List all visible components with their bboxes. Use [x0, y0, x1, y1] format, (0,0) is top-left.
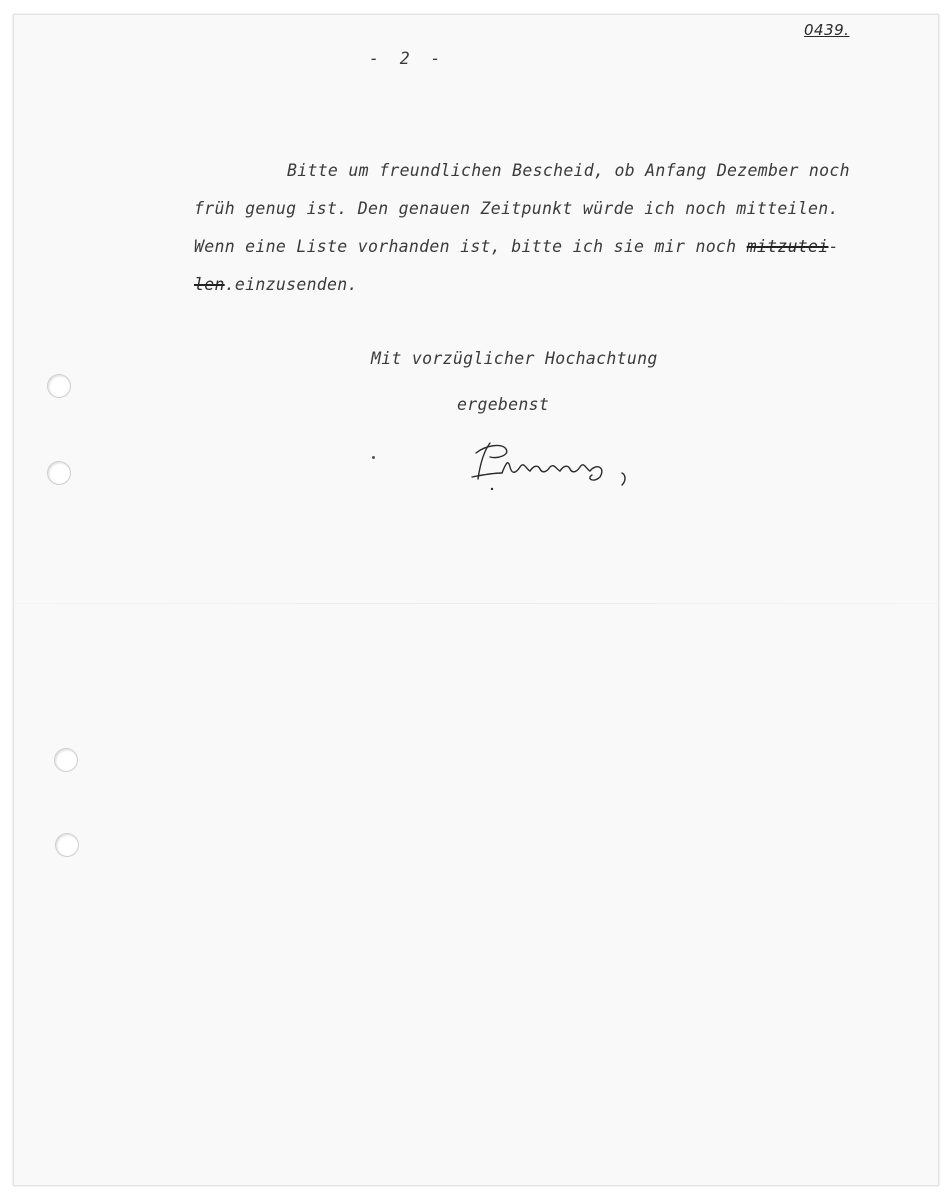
ink-dot	[372, 456, 375, 459]
regards-line: ergebenst	[457, 395, 550, 414]
closing-line: Mit vorzüglicher Hochachtung	[371, 349, 658, 368]
punch-hole	[54, 748, 78, 772]
handwritten-signature	[462, 433, 652, 493]
punch-hole	[55, 833, 79, 857]
struck-word-part-2: len	[194, 275, 225, 294]
punch-hole	[47, 461, 71, 485]
line-hyphen: -	[828, 237, 839, 256]
body-line-3-text: Wenn eine Liste vorhanden ist, bitte ich sie mir noch	[194, 237, 747, 256]
archive-number: 0439.	[804, 21, 850, 39]
body-line-4	[194, 275, 358, 294]
punch-hole	[47, 374, 71, 398]
body-line-2: früh genug ist. Den genauen Zeitpunkt würde ich noch mitteilen.	[194, 199, 839, 218]
document-page	[13, 14, 939, 1186]
paper-fold-line	[14, 603, 938, 604]
body-line-3	[194, 237, 839, 256]
body-line-1: Bitte um freundlichen Bescheid, ob Anfang Dezember noch	[287, 161, 850, 180]
page-number: - 2 -	[369, 49, 441, 68]
struck-word-part-1: mitzutei	[746, 237, 829, 256]
body-line-4-text: .einzusenden.	[224, 275, 358, 294]
